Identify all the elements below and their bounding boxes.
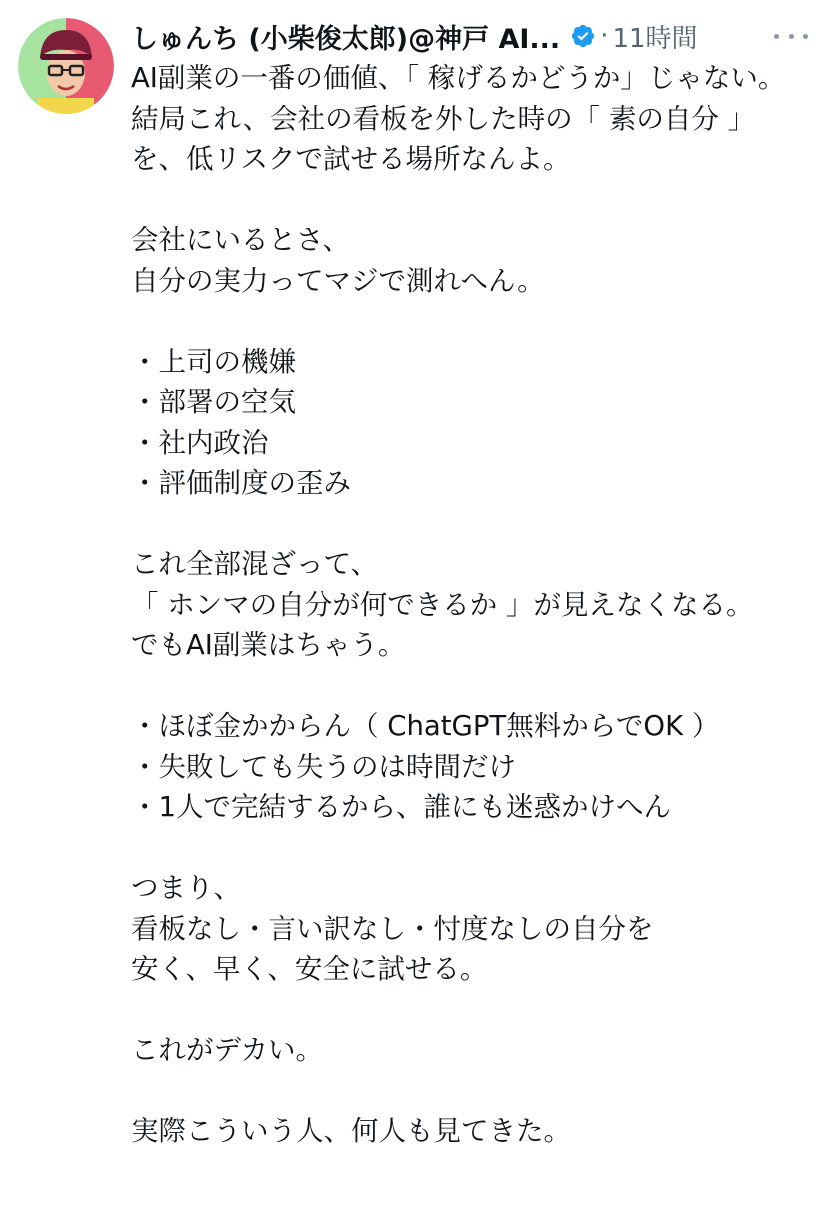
tweet-line: 「 ホンマの自分が何できるか 」が見えなくなる。 <box>131 588 754 621</box>
paragraph-spacer <box>131 504 791 545</box>
paragraph-spacer <box>131 828 791 869</box>
avatar[interactable] <box>18 18 114 114</box>
author-display-name[interactable]: しゅんち (小柴俊太郎)@神戸 AI... <box>131 23 561 55</box>
tweet-line: 看板なし・言い訳なし・忖度なしの自分を <box>131 912 654 945</box>
tweet-line: ・上司の機嫌 <box>131 345 296 378</box>
tweet-line: つまり、 <box>131 872 241 904</box>
paragraph-spacer <box>131 1071 791 1112</box>
tweet-timestamp[interactable]: 11時間 <box>612 23 698 54</box>
header-separator: · <box>600 21 609 51</box>
more-options-icon[interactable] <box>774 24 808 48</box>
tweet-line: ・部署の空気 <box>131 386 296 418</box>
paragraph-spacer <box>131 180 791 221</box>
tweet-line: 自分の実力ってマジで測れへん。 <box>131 264 545 297</box>
paragraph-spacer <box>131 990 791 1031</box>
tweet-line: ・社内政治 <box>131 426 269 459</box>
more-dot-icon <box>803 34 808 39</box>
verified-badge-icon <box>570 23 596 49</box>
paragraph-spacer <box>131 301 791 342</box>
tweet-line: ・1人で完結するから、誰にも迷惑かけへん <box>131 791 671 823</box>
tweet-line: ・失敗しても失うのは時間だけ <box>131 750 516 783</box>
tweet-line: 実際こういう人、何人も見てきた。 <box>131 1115 571 1147</box>
tweet-line: ・評価制度の歪み <box>131 467 351 499</box>
tweet-line: ・ほぼ金かからん（ ChatGPT無料からでOK ） <box>131 710 720 742</box>
tweet-line: 結局これ、会社の看板を外した時の「 素の自分 」 <box>131 102 756 135</box>
more-dot-icon <box>774 34 779 39</box>
tweet-line: を、低リスクで試せる場所なんよ。 <box>131 143 571 175</box>
tweet-line: これ全部混ざって、 <box>131 548 378 580</box>
tweet-line: これがデカい。 <box>131 1034 323 1066</box>
more-dot-icon <box>789 34 794 39</box>
tweet-line: 安く、早く、安全に試せる。 <box>131 953 488 985</box>
tweet-line: AI副業の一番の価値、「 稼げるかどうか」じゃない。 <box>131 62 786 94</box>
tweet-text <box>131 58 791 1152</box>
tweet-line: 会社にいるとさ、 <box>131 224 350 256</box>
tweet-header <box>131 16 808 56</box>
avatar-image <box>18 18 114 114</box>
paragraph-spacer <box>131 666 791 707</box>
tweet-line: でもAI副業はちゃう。 <box>131 629 406 661</box>
